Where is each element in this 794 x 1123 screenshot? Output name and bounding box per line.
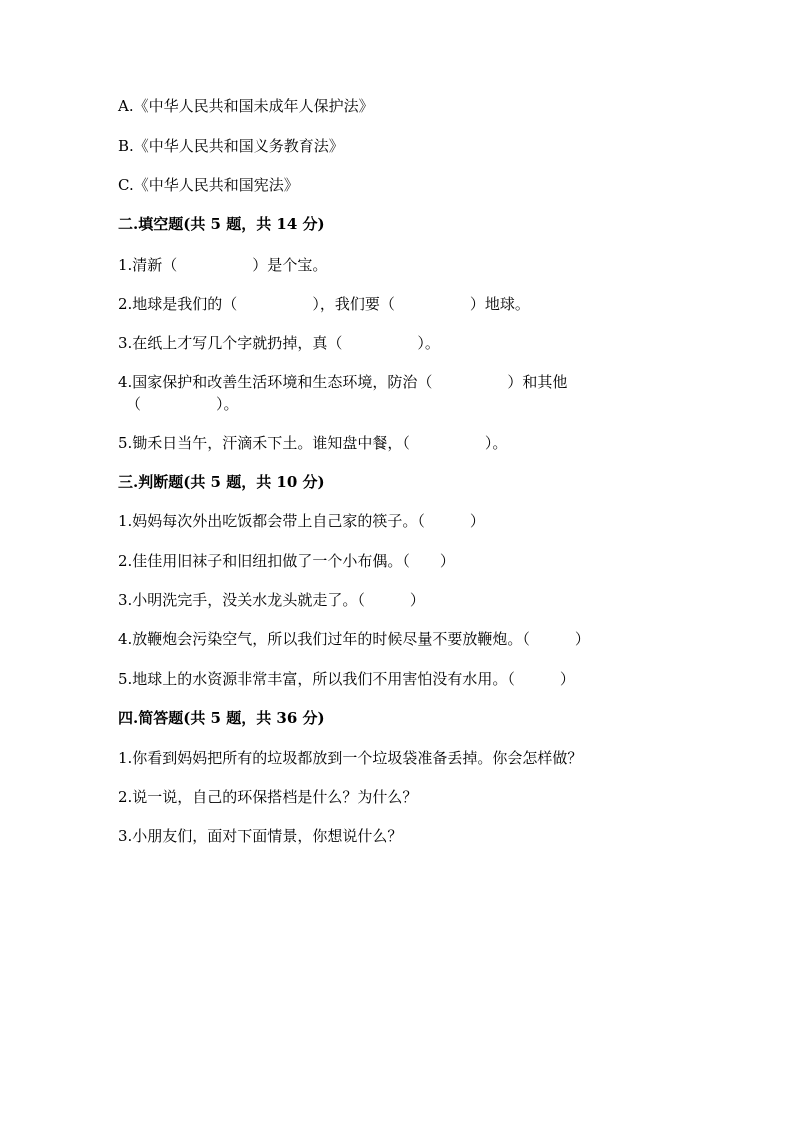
fill-blank-question-5: 5.锄禾日当午，汗滴禾下土。谁知盘中餐，（ ）。 [118, 434, 508, 452]
section-short-answer-title: 四.简答题(共 5 题，共 36 分) [118, 709, 325, 727]
true-false-question-1: 1.妈妈每次外出吃饭都会带上自己家的筷子。（ ） [118, 512, 485, 530]
true-false-question-4: 4.放鞭炮会污染空气，所以我们过年的时候尽量不要放鞭炮。（ ） [118, 630, 590, 648]
section-true-false-title: 三.判断题(共 5 题，共 10 分) [118, 473, 325, 491]
fill-blank-question-2: 2.地球是我们的（ ），我们要（ ）地球。 [118, 295, 530, 313]
option-a: A.《中华人民共和国未成年人保护法》 [118, 97, 374, 115]
true-false-question-5: 5.地球上的水资源非常丰富，所以我们不用害怕没有水用。（ ） [118, 670, 575, 688]
short-answer-question-2: 2.说一说，自己的环保搭档是什么？为什么？ [118, 788, 418, 806]
section-fill-blank-title: 二.填空题(共 5 题，共 14 分) [118, 215, 325, 233]
fill-blank-question-1: 1.清新（ ）是个宝。 [118, 256, 328, 274]
true-false-question-2: 2.佳佳用旧袜子和旧纽扣做了一个小布偶。（ ） [118, 552, 455, 570]
short-answer-question-1: 1.你看到妈妈把所有的垃圾都放到一个垃圾袋准备丢掉。你会怎样做？ [118, 749, 583, 767]
short-answer-question-3: 3.小朋友们，面对下面情景，你想说什么？ [118, 827, 403, 845]
fill-blank-question-3: 3.在纸上才写几个字就扔掉，真（ ）。 [118, 334, 440, 352]
fill-blank-question-4: 4.国家保护和改善生活环境和生态环境，防治（ ）和其他 [118, 373, 568, 391]
fill-blank-question-4-continued: （ ）。 [126, 395, 239, 413]
option-c: C.《中华人民共和国宪法》 [118, 176, 299, 194]
option-b: B.《中华人民共和国义务教育法》 [118, 137, 344, 155]
true-false-question-3: 3.小明洗完手，没关水龙头就走了。（ ） [118, 591, 425, 609]
